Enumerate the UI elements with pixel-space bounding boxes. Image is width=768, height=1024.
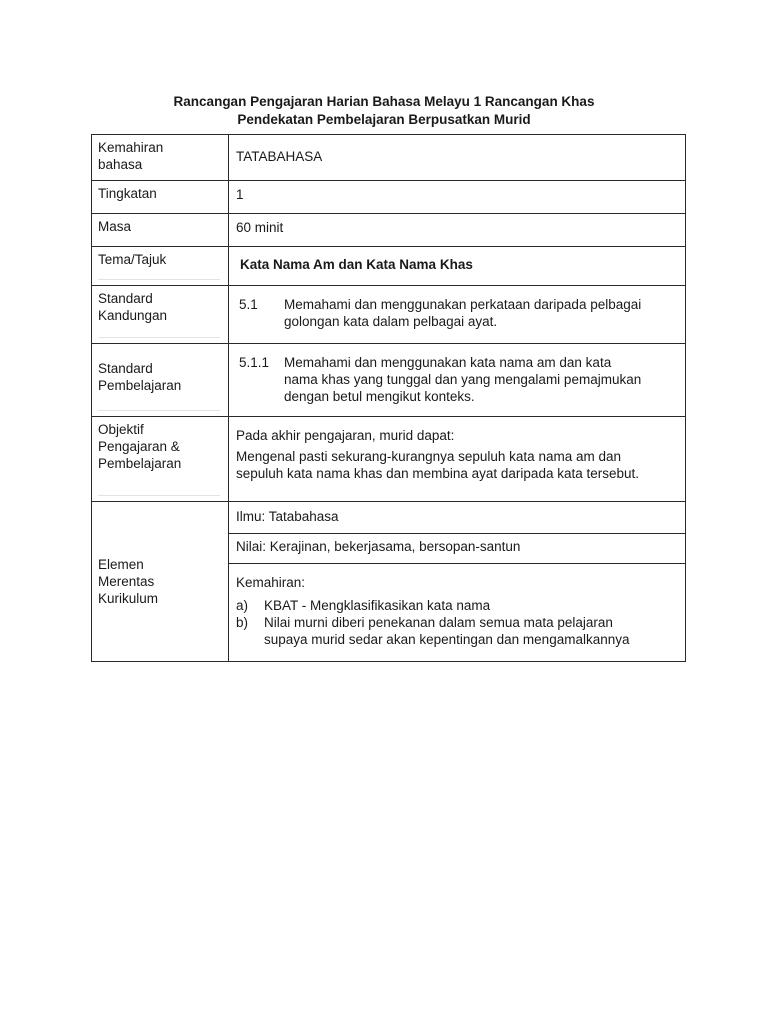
text-line: Nilai murni diberi penekanan dalam semua mata pelajaran	[264, 615, 613, 630]
text-line: golongan kata dalam pelbagai ayat.	[284, 314, 498, 329]
label-elemen-line1: Elemen	[98, 557, 144, 572]
item-number: 5.1.1	[239, 355, 270, 370]
label-cell	[92, 135, 229, 181]
value-cell	[229, 286, 686, 344]
label-standard-kandungan-line2: Kandungan	[98, 308, 168, 323]
value-cell	[229, 247, 686, 286]
text-line: Memahami dan menggunakan perkataan daripada pelbagai	[284, 297, 642, 312]
lesson-plan-table	[91, 134, 686, 662]
item-number: 5.1	[239, 297, 258, 312]
label-objektif-line1: Objektif	[98, 422, 144, 437]
text-line: KBAT - Mengklasifikasikan kata nama	[264, 598, 491, 613]
objektif-body	[236, 444, 679, 482]
value-cell	[229, 502, 686, 534]
value-cell	[229, 417, 686, 502]
label-cell	[92, 344, 229, 417]
kemahiran-list	[236, 597, 679, 648]
value-ilmu: Ilmu: Tatabahasa	[236, 509, 339, 524]
divider	[98, 410, 220, 411]
list-item	[236, 597, 679, 614]
row-objektif	[92, 417, 686, 502]
list-item-text	[264, 614, 679, 648]
label-cell	[92, 181, 229, 214]
text-line: Memahami dan menggunakan kata nama am dan kata	[284, 355, 612, 370]
value-kemahiran-bahasa: TATABAHASA	[236, 149, 323, 164]
title-line-1: Rancangan Pengajaran Harian Bahasa Melayu 1 Rancangan Khas	[173, 94, 595, 109]
objektif-intro: Pada akhir pengajaran, murid dapat:	[236, 428, 455, 443]
label-objektif-line3: Pembelajaran	[98, 456, 182, 471]
divider	[98, 495, 220, 496]
label-masa: Masa	[98, 219, 132, 234]
divider	[98, 279, 220, 280]
value-tema-tajuk: Kata Nama Am dan Kata Nama Khas	[240, 257, 473, 272]
title-line-2: Pendekatan Pembelajaran Berpusatkan Murid	[237, 112, 531, 127]
text-line: sepuluh kata nama khas dan membina ayat daripada kata tersebut.	[236, 466, 640, 481]
standard-pembelajaran-item	[236, 348, 679, 405]
value-cell	[229, 214, 686, 247]
label-elemen-line3: Kurikulum	[98, 591, 159, 606]
text-line: dengan betul mengikut konteks.	[284, 389, 475, 404]
text-line: nama khas yang tunggal dan yang mengalami pemajmukan	[284, 372, 642, 387]
label-tingkatan: Tingkatan	[98, 186, 157, 201]
list-item	[236, 614, 679, 648]
label-standard-pembelajaran-line1: Standard	[98, 361, 153, 376]
document-title	[0, 93, 768, 129]
value-cell	[229, 534, 686, 564]
label-standard-kandungan-line1: Standard	[98, 291, 153, 306]
label-standard-pembelajaran-line2: Pembelajaran	[98, 378, 182, 393]
value-masa: 60 minit	[236, 220, 284, 235]
value-cell	[229, 344, 686, 417]
label-cell	[92, 417, 229, 502]
label-kemahiran-line1: Kemahiran	[98, 140, 164, 155]
item-text	[284, 354, 679, 405]
row-tingkatan	[92, 181, 686, 214]
row-kemahiran-bahasa	[92, 135, 686, 181]
label-tema-tajuk: Tema/Tajuk	[98, 252, 167, 267]
value-cell	[229, 564, 686, 662]
label-cell	[92, 214, 229, 247]
row-standard-pembelajaran	[92, 344, 686, 417]
row-tema-tajuk	[92, 247, 686, 286]
label-cell	[92, 286, 229, 344]
value-cell	[229, 181, 686, 214]
text-line: supaya murid sedar akan kepentingan dan mengamalkannya	[264, 632, 630, 647]
divider	[98, 337, 220, 338]
label-cell-elemen	[92, 502, 229, 662]
list-marker: b)	[236, 615, 249, 630]
kemahiran-heading: Kemahiran:	[236, 575, 306, 590]
value-cell	[229, 135, 686, 181]
item-text	[284, 296, 679, 330]
row-standard-kandungan	[92, 286, 686, 344]
text-line: Mengenal pasti sekurang-kurangnya sepuluh kata nama am dan	[236, 449, 621, 464]
value-nilai: Nilai: Kerajinan, bekerjasama, bersopan-santun	[236, 539, 521, 554]
label-objektif-line2: Pengajaran &	[98, 439, 180, 454]
row-elemen-ilmu	[92, 502, 686, 534]
value-tingkatan: 1	[236, 187, 244, 202]
label-kemahiran-line2: bahasa	[98, 157, 143, 172]
standard-kandungan-item	[236, 290, 679, 330]
list-marker: a)	[236, 598, 249, 613]
label-cell	[92, 247, 229, 286]
list-item-text	[264, 597, 679, 614]
label-elemen-line2: Merentas	[98, 574, 155, 589]
row-masa	[92, 214, 686, 247]
